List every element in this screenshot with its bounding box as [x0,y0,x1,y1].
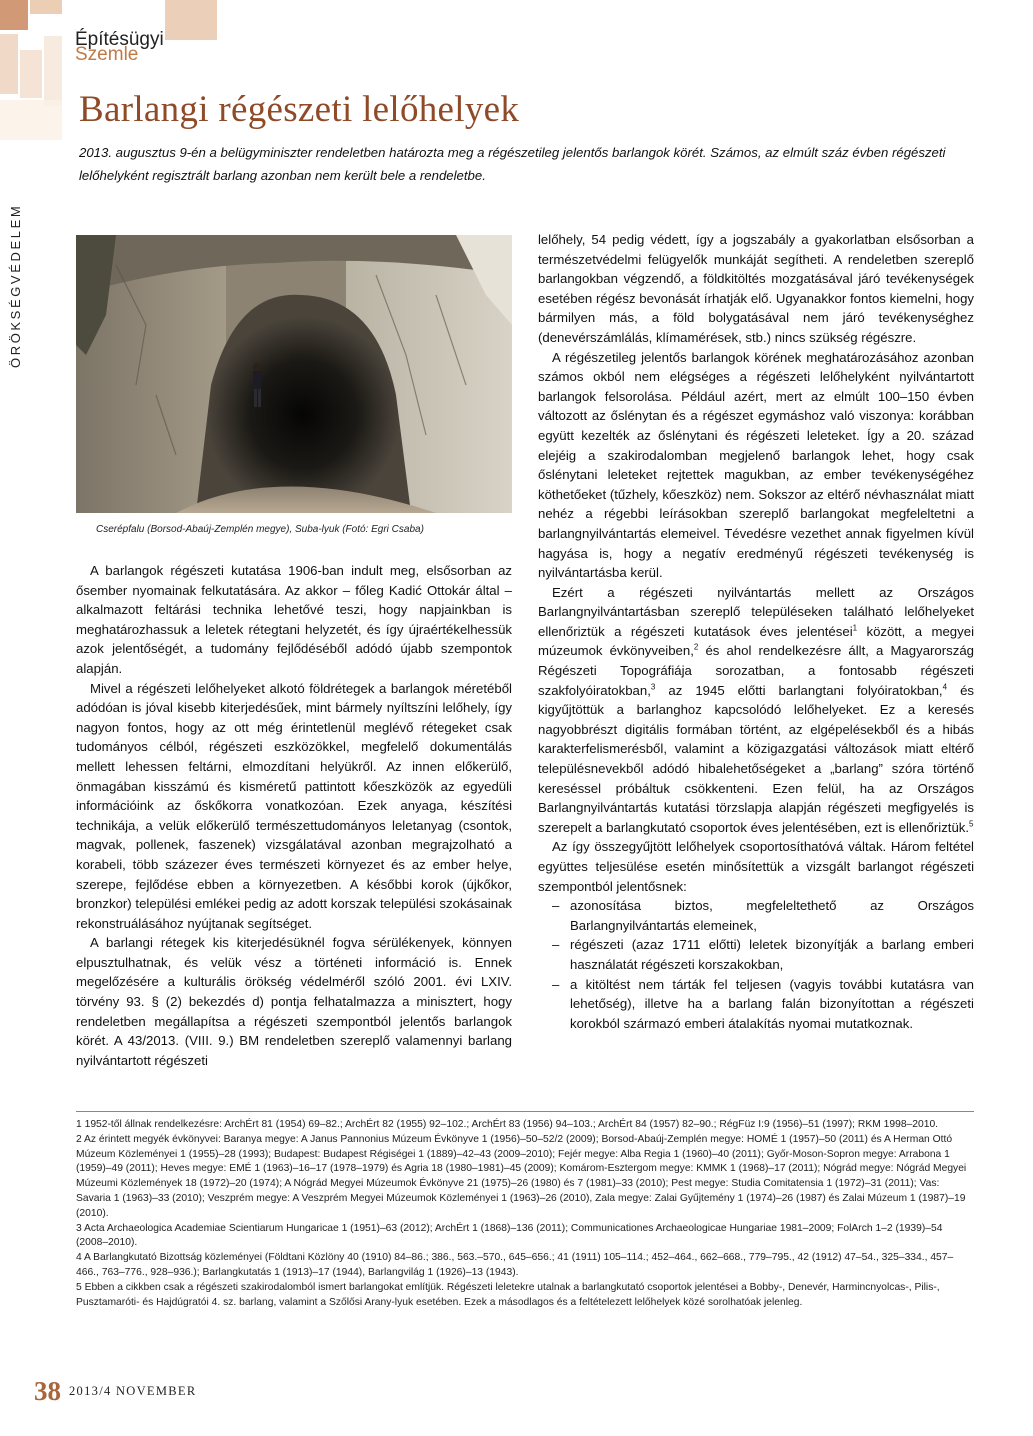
list-item [538,975,974,1034]
magazine-logo-line2: Szemle [75,44,139,65]
paragraph: A barlangi rétegek kis kiterjedésüknél fogva sérülékenyek, könnyen elpusztulhatnak, és velük vész a történeti információ is. Ennek megelőzésére a kulturális örökség védelméről szóló 2001. évi LXIV. törvény 93. § (2) bekezdés d) pontja felhatalmazza a minisztert, hogy rendeletben megállapítsa a régészeti szempontból jelentős barlangok körét. A 43/2013. (VIII. 9.) BM rendeletben szereplő valamennyi barlang nyilvántartott régészeti [76,935,512,1068]
footnotes [76,1118,974,1310]
paragraph-with-footnotes [538,583,974,838]
page-footer [34,1376,197,1407]
cave-photo [76,235,512,513]
footnote: 5 Ebben a cikkben csak a régészeti szakirodalomból ismert barlangokat említjük. Régészeti leletekre utalnak a barlangkutató csoportok jelentései a Bobby-, Denevér, Harmincnyolcas-, Pilis-, Pusztamaróti- és Hajdúgratói 4. sz. barlang, valamint a Szőlősi Arany-lyuk esetében. Ezek a másodlagos és a feltételezett lelőhelyek közé sorolhatóak jelenleg. [76,1281,940,1308]
corner-decoration [0,0,62,150]
footnote: 4 A Barlangkutató Bizottság közleményei (Földtani Közlöny 40 (1910) 84–86.; 386., 563.–570., 645–656.; 41 (1911) 105–114.; 452–464., 662–668., 779–795., 42 (1912) 47–54., 325–334., 457–466., 763–776., 928–936.); Barlangkutatás 1 (1913)–17 (1944), Barlangvilág 1 (1926)–13 (1943). [76,1252,954,1278]
photo-caption: Cserépfalu (Borsod-Abaúj-Zemplén megye), Suba-lyuk (Fotó: Egri Csaba) [96,524,424,535]
article-title: Barlangi régészeti lelőhelyek [79,89,520,130]
list-item-text: a kitöltést nem tárták fel teljesen (vagyis további kutatásra van lehetőség), illetve ha a barlang falán bizonyítottan a régészeti korokból származó emberi átalakítás nyomai mutatkoznak. [570,976,974,1031]
list-item [538,935,974,974]
page-number: 38 [34,1376,61,1406]
left-column [76,561,512,1070]
article-lead: 2013. augusztus 9-én a belügyminiszter rendeletben határozta meg a régészetileg jelentős barlangok körét. Számos, az elmúlt száz évben régészeti lelőhelyként regisztrált barlang azonban nem került bele a rendeletbe. [79,145,946,183]
right-column [538,230,974,1033]
text-run: és ahol rendelkezésre állt, a Magyarország Régészeti Topográfiája sorozatban, a fontosabb régészeti szakfolyóiratokban, [538,643,975,698]
dash-icon: – [552,937,560,953]
criteria-list [538,896,974,1033]
paragraph: A barlangok régészeti kutatása 1906-ban indult meg, elsősorban az ősember nyomainak felkutatására. Az akkor – főleg Kadić Ottokár által – alkalmazott feltárási technika lehetővé teszi, hogy napjainkban is meghatározhassuk a leletek rétegtani helyzetét, és így újraértékelhessük azok jelentőségét, a tudomány fejlődéséből adódó újabb szempontok alapján. [76,563,512,676]
footnote: 2 Az érintett megyék évkönyvei: Baranya megye: A Janus Pannonius Múzeum Évkönyve 1 (1956)–50–52/2 (2009); Borsod-Abaúj-Zemplén megye: HOMÉ 1 (1957)–50 (2011) és A Herman Ottó Múzeum Közleményei 1 (1955)–28 (1993); Budapest: Budapest Régiségei 1 (1889)–42–43 (2009–2010); Fejér megye: Alba Regia 1 (1960)–40 (2011); Győr-Moson-Sopron megye: Arrabona 1 (1959)–49 (2011); Heves megye: EMÉ 1 (1963)–16–17 (1978–1979) és Agria 18 (1980–1981)–45 (2009); Komárom-Esztergom megye: KMMK 1 (1968)–17 (2011); Nógrád megye: Nógrád Megyei Múzeumi Közlemények 18 (1972)–20 (1974); A Nógrád Megyei Múzeumok Évkönyve 21 (1975)–26 (1980) és 7 (1981)–33 (2010); Pest megye: Studia Comitatensia 1 (1972)–31 (2011); Vas: Savaria 1 (1963)–33 (2010); Veszprém megye: A Veszprém Megyei Múzeumok Közleményei 1 (1963)–26 (2010), Zala megye: Zalai Gyűjtemény 1 (1974)–26 (1987) és Zalai Múzeum 1 (1987)–19 (2010). [76,1133,967,1219]
text-run: és kigyűjtöttük a barlanghoz kapcsolódó lelőhelyeket. Ez a keresés nagyobbrészt digitális formában történt, az elgépelésekből és a hibás karakterfelismerésből, valamint a közigazgatási változások miatt eltérő településnevekből adódó hibalehetőségeket a „barlang” szóra történő kereséssel próbáltuk csökkenteni. Ezen felül, ha az Országos Barlangnyilvántartás kutatási törzslapja alapján régészeti megfigyelés is szerepelt a barlangkutató csoportok éves jelentésében, ezt is ellenőriztük. [538,682,974,835]
list-item-text: azonosítása biztos, megfeleltethető az Országos Barlangnyilvántartás elemeinek, [570,898,974,933]
footnote: 1 1952-től állnak rendelkezésre: ArchÉrt 81 (1954) 69–82.; ArchÉrt 82 (1955) 92–102.; ArchÉrt 83 (1956) 94–103.; ArchÉrt 84 (1957) 82–90.; RégFüz I:9 (1956)–51 (1997); RKM 1998–2010. [76,1119,939,1130]
corner-decoration-2 [165,0,217,40]
paragraph: A régészetileg jelentős barlangok körének meghatározásához azonban számos okból nem elégséges a régészeti lelőhelyként nyilvántartott barlangok felsorolása. Például azért, mert az elmúlt 100–150 évben változott az őslénytan és a régészet egymáshoz való viszonya: korábban együtt kezelték az őslénytani és régészeti leleteket. Így a 20. század elejéig a szakirodalomban megjelenő barlangok lehet, hogy csak őslénytani leleteket rejtettek magukban, az ember tevékenységéhez köthetőeket (tűzhely, kőeszköz) nem. Sokszor az eltérő névhasználat miatt nehéz a régebbi leírásokban szereplő barlangokat megfeleltetni a barlangnyilvántartás elemeivel. Tévedésre vezethet annak figyelmen kívül hagyása is, hogy a negatív eredményű régészeti tevékenység is nyilvántartásba kerül. [538,349,974,581]
paragraph: lelőhely, 54 pedig védett, így a jogszabály a gyakorlatban elsősorban a természetvédelmi felügyelők munkáját segítheti. A rendeletben szereplő barlangokban végzendő, a földkitöltés mozgatásával járó tevékenységek esetében régész bevonását írhatják elő. Ugyanakkor fontos kiemelni, hogy bármilyen más, a föld bolygatásával nem járó tevékenységhez (denevérszámlálás, klímamérések, stb.) nincs szükség régészre. [538,232,974,345]
footnote-ref[interactable]: 1 [852,623,858,633]
dash-icon: – [552,976,560,992]
dash-icon: – [552,898,560,914]
footnote: 3 Acta Archaeologica Academiae Scientiarum Hungaricae 1 (1951)–63 (2012); ArchÉrt 1 (1868)–136 (2011); Communicationes Archaeologicae Hungariae 1981–2009; FolArch 1–2 (1939)–54 (2008–2010). [76,1222,943,1249]
issue-label: 2013/4 NOVEMBER [69,1384,197,1398]
footnote-ref[interactable]: 2 [693,643,699,653]
list-item-text: régészeti (azaz 1711 előtti) leletek bizonyítják a barlang emberi használatát régészeti korszakokban, [570,937,974,972]
paragraph: Mivel a régészeti lelőhelyeket alkotó földrétegek a barlangok méretéből adódóan is jóval kisebb kiterjedésűek, mint bármely nyíltszíni lelőhely, így nagyon fontos, hogy az ott még érintetlenül meglévő rétegeket csak tudományos célból, régészeti eszközökkel, megfelelő dokumentálás mellett lehessen feltárni, elmozdítani helyükről. Az innen előkerülő, önmagában kisszámú és kisméretű pattintott kőeszközök az egyedüli információink az őskőkorra vonatkozóan. Ezek anyaga, készítési technikája, a velük előkerülő természettudományos leletanyag (csontok, magvak, pollenek, faszenek) vizsgálatával azonban megrajzolható a korabeli, több százezer éves természeti környezet és az ember helye, szerepe, fejlődése ebben a környezetben. A későbbi korok (újkőkor, bronzkor) települési emlékei pedig az adott korszak települési szokásainak rekonstruálásához nyújtanak segítséget. [76,680,512,931]
text-run: között, a megyei múzeumok évkönyveiben, [538,623,975,659]
paragraph: Az így összegyűjtött lelőhelyek csoportosíthatóvá váltak. Három feltétel együttes teljesülése esetén minősítettük a vizsgált barlangot régészeti szempontból jelentősnek: [538,839,974,894]
person-silhouette [253,363,261,407]
footnote-ref[interactable]: 5 [969,819,974,829]
magazine-logo [75,29,164,65]
section-label [8,168,30,368]
list-item [538,896,974,935]
footnote-ref[interactable]: 4 [942,682,948,692]
footnote-ref[interactable]: 3 [650,682,656,692]
footnote-divider [76,1111,974,1112]
text-run: az 1945 előtti barlangtani folyóiratokban, [655,682,943,698]
text-run: Ezért a régészeti nyilvántartás mellett az Országos Barlangnyilvántartásban szereplő településeken található lelőhelyeket ellenőriztük a régészeti kutatások éves jelentései [538,584,974,639]
section-label-text: ÖRÖKSÉGVÉDELEM [8,203,23,368]
magazine-logo-line1: Építésügyi [75,29,164,50]
